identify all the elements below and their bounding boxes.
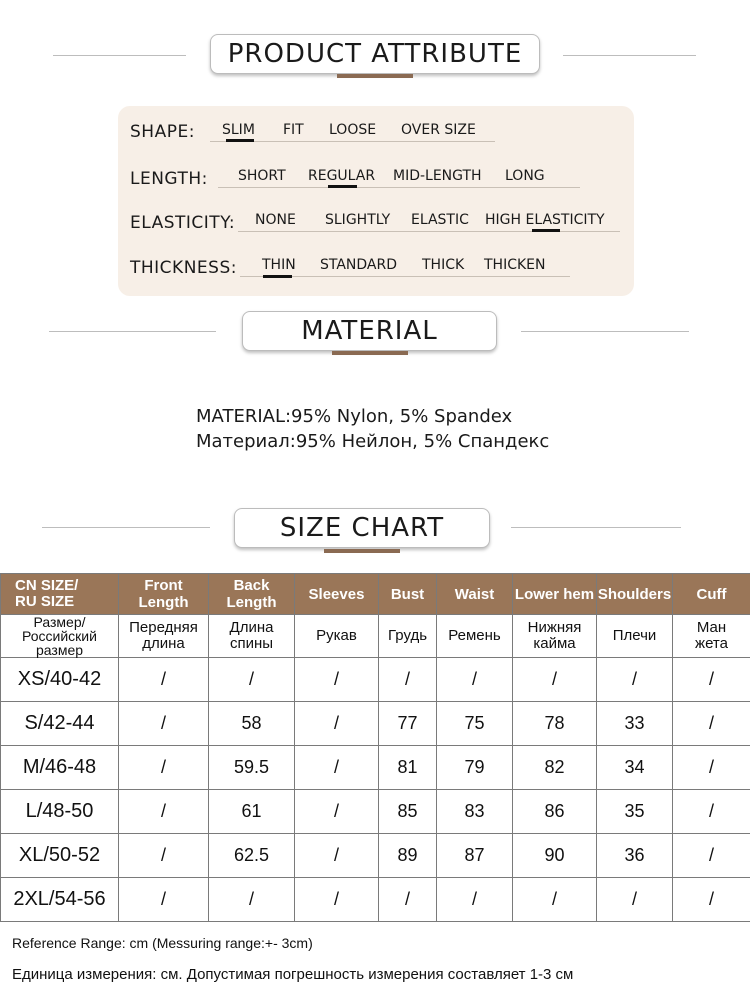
table-cell: / (119, 834, 209, 878)
table-cell: / (597, 658, 673, 702)
table-row (1, 746, 750, 790)
size-chart-title (234, 508, 490, 548)
table-cell: L/48-50 (1, 790, 119, 834)
table-cell: / (673, 790, 750, 834)
table-cell: / (597, 878, 673, 922)
divider-left (49, 331, 216, 332)
material-ru: Материал:95% Нейлон, 5% Спандекс (196, 431, 550, 452)
title-accent (324, 549, 400, 553)
attr-label-length: LENGTH: (130, 169, 208, 189)
table-cell: Waist (437, 574, 513, 615)
table-cell: Ремень (437, 615, 513, 658)
attr-option: SLIGHTLY (325, 212, 391, 228)
table-cell: Передняя длина (119, 615, 209, 658)
table-cell: 86 (513, 790, 597, 834)
table-cell: 77 (379, 702, 437, 746)
table-cell: / (295, 746, 379, 790)
attr-label-shape: SHAPE: (130, 122, 195, 142)
table-cell: 83 (437, 790, 513, 834)
table-cell: Cuff (673, 574, 750, 615)
table-cell: / (295, 658, 379, 702)
attr-option: THICKEN (484, 257, 546, 273)
table-cell: / (673, 658, 750, 702)
selected-mark (263, 275, 292, 278)
table-cell: Sleeves (295, 574, 379, 615)
table-cell: 59.5 (209, 746, 295, 790)
reference-ru: Единица измерения: см. Допустимая погрешность измерения составляет 1-3 см (12, 966, 574, 983)
table-cell: 34 (597, 746, 673, 790)
divider-right (563, 55, 696, 56)
table-header-en (1, 574, 750, 615)
table-cell: 82 (513, 746, 597, 790)
table-cell: / (295, 834, 379, 878)
material-title-text: MATERIAL (301, 316, 438, 346)
table-cell: / (209, 878, 295, 922)
table-cell: XS/40-42 (1, 658, 119, 702)
attr-option: LONG (505, 168, 545, 184)
title-accent (337, 74, 413, 78)
table-cell: S/42-44 (1, 702, 119, 746)
table-row (1, 658, 750, 702)
selected-mark (226, 139, 254, 142)
table-cell: 85 (379, 790, 437, 834)
material-en: MATERIAL:95% Nylon, 5% Spandex (196, 406, 513, 427)
table-cell: / (379, 658, 437, 702)
attr-option: ELASTIC (411, 212, 469, 228)
attr-option: SLIM (222, 122, 255, 138)
attr-option: THIN (262, 257, 296, 273)
table-cell: / (437, 878, 513, 922)
attr-line (238, 231, 620, 232)
table-cell: / (209, 658, 295, 702)
table-cell: / (437, 658, 513, 702)
table-cell: Bust (379, 574, 437, 615)
attr-option: THICK (422, 257, 465, 273)
attr-option: NONE (255, 212, 296, 228)
attr-option: OVER SIZE (401, 122, 476, 138)
attr-option: REGULAR (308, 168, 376, 184)
table-cell: / (295, 790, 379, 834)
product-attribute-title-text: PRODUCT ATTRIBUTE (227, 39, 523, 69)
table-cell: 90 (513, 834, 597, 878)
divider-left (53, 55, 186, 56)
table-cell: 62.5 (209, 834, 295, 878)
table-cell: / (673, 702, 750, 746)
table-cell: / (673, 878, 750, 922)
table-cell: / (673, 746, 750, 790)
size-chart-title-text: SIZE CHART (279, 513, 445, 543)
table-cell: / (295, 878, 379, 922)
table-cell: / (119, 878, 209, 922)
table-cell: 79 (437, 746, 513, 790)
table-cell: 36 (597, 834, 673, 878)
table-cell: / (673, 834, 750, 878)
table-cell: Нижняя кайма (513, 615, 597, 658)
selected-mark (328, 185, 357, 188)
attr-option: FIT (283, 122, 304, 138)
table-cell: M/46-48 (1, 746, 119, 790)
table-cell: / (513, 658, 597, 702)
table-row (1, 834, 750, 878)
table-cell: 33 (597, 702, 673, 746)
table-cell: / (379, 878, 437, 922)
table-cell: 81 (379, 746, 437, 790)
table-cell: Длина спины (209, 615, 295, 658)
reference-en: Reference Range: cm (Messuring range:+- 3cm) (12, 935, 313, 951)
table-cell: 61 (209, 790, 295, 834)
table-cell: 35 (597, 790, 673, 834)
table-cell: 2XL/54-56 (1, 878, 119, 922)
table-cell: 58 (209, 702, 295, 746)
attr-label-elasticity: ELASTICITY: (130, 213, 236, 233)
table-cell: Размер/ Российский размер (1, 615, 119, 658)
table-row (1, 702, 750, 746)
table-cell: Рукав (295, 615, 379, 658)
table-cell: / (119, 702, 209, 746)
attr-option: STANDARD (320, 257, 398, 273)
attr-label-thickness: THICKNESS: (130, 258, 237, 278)
table-cell: CN SIZE/ RU SIZE (1, 574, 119, 615)
selected-mark (532, 229, 560, 232)
table-cell: / (119, 746, 209, 790)
table-cell: 78 (513, 702, 597, 746)
table-cell: / (295, 702, 379, 746)
attr-option: LOOSE (329, 122, 377, 138)
material-title (242, 311, 497, 351)
divider-right (521, 331, 689, 332)
attr-option: MID-LENGTH (393, 168, 482, 184)
table-cell: 87 (437, 834, 513, 878)
divider-right (511, 527, 681, 528)
table-cell: 89 (379, 834, 437, 878)
attr-option: HIGH ELASTICITY (485, 212, 605, 228)
table-row (1, 790, 750, 834)
table-cell: XL/50-52 (1, 834, 119, 878)
table-cell: Shoulders (597, 574, 673, 615)
table-cell: Ман жета (673, 615, 750, 658)
table-header-ru (1, 615, 750, 658)
table-cell: Грудь (379, 615, 437, 658)
table-cell: / (119, 658, 209, 702)
attr-option: SHORT (238, 168, 286, 184)
table-row (1, 878, 750, 922)
product-attribute-title (210, 34, 540, 74)
table-cell: / (513, 878, 597, 922)
size-table (0, 573, 750, 922)
divider-left (42, 527, 210, 528)
table-cell: Front Length (119, 574, 209, 615)
title-accent (332, 351, 408, 355)
table-cell: 75 (437, 702, 513, 746)
table-cell: Back Length (209, 574, 295, 615)
table-cell: Плечи (597, 615, 673, 658)
attr-line (218, 187, 580, 188)
table-cell: / (119, 790, 209, 834)
table-cell: Lower hem (513, 574, 597, 615)
